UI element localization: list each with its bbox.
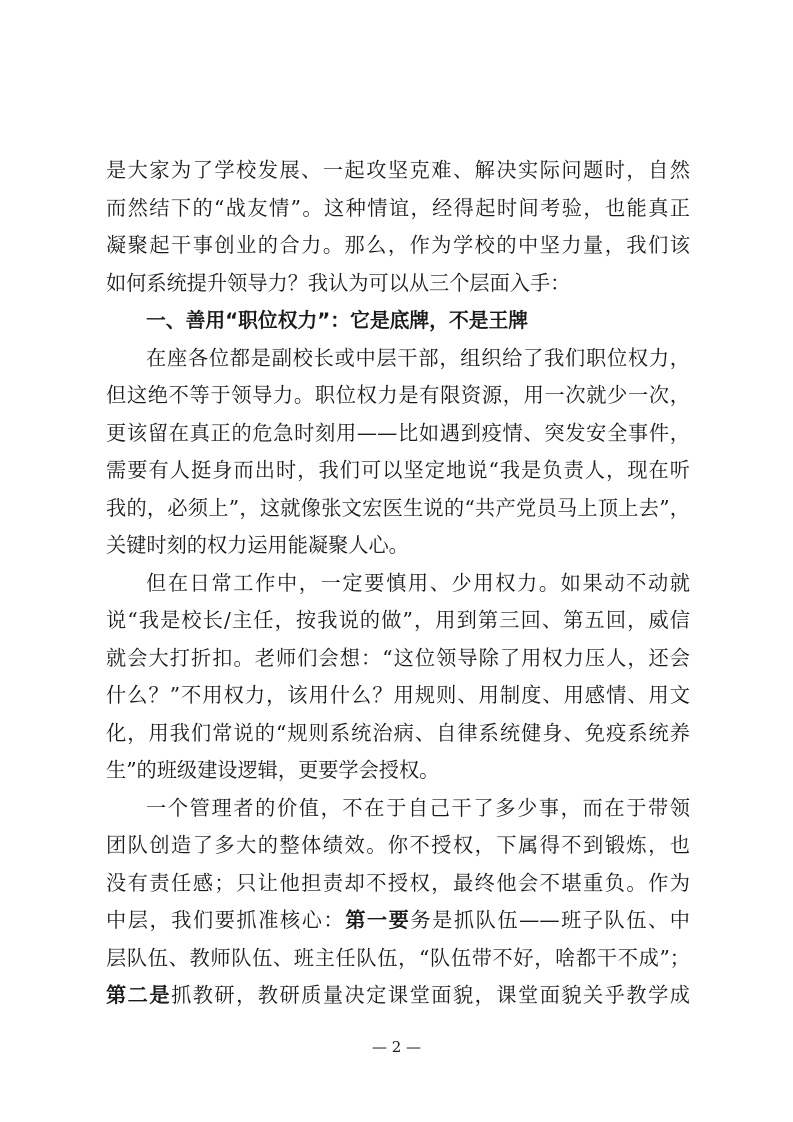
paragraph-line: 但这绝不等于领导力。职位权力是有限资源，用一次就少一次， [106, 383, 690, 407]
paragraph-line: 更该留在真正的危急时刻用——比如遇到疫情、突发安全事件， [106, 420, 690, 445]
paragraph-line [106, 977, 690, 1015]
paragraph-line: 在座各位都是副校长或中层干部，组织给了我们职位权力， [146, 345, 690, 370]
paragraph-line: 就会大打折扣。老师们会想：“这位领导除了用权力压人，还会 [106, 645, 690, 670]
paragraph-line: 是大家为了学校发展、一起攻坚克难、解决实际问题时，自然 [106, 158, 690, 182]
paragraph-line: 如何系统提升领导力？我认为可以从三个层面入手： [106, 270, 571, 295]
paragraph-line: 但在日常工作中，一定要慎用、少用权力。如果动不动就 [146, 570, 690, 595]
paragraph-line: 关键时刻的权力运用能凝聚人心。 [106, 533, 409, 557]
page-number: — 2 — [371, 1038, 422, 1056]
paragraph-line: 生”的班级建设逻辑，更要学会授权。 [106, 758, 440, 782]
emphasis-segment: 第二是 [106, 983, 172, 1007]
paragraph-line: 而然结下的“战友情”。这种情谊，经得起时间考验，也能真正 [106, 195, 690, 220]
body-text [106, 152, 690, 1015]
paragraph-line: 没有责任感；只让他担责却不授权，最终他会不堪重负。作为 [106, 870, 690, 895]
paragraph-line: 什么？”不用权力，该用什么？用规则、用制度、用感情、用文 [106, 683, 690, 707]
paragraph-line [106, 902, 690, 940]
paragraph-line: 凝聚起干事创业的合力。那么，作为学校的中坚力量，我们该 [106, 233, 690, 257]
paragraph-line: 层队伍、教师队伍、班主任队伍，“队伍带不好，啥都干不成”； [106, 945, 690, 970]
paragraph-line: 我的，必须上”，这就像张文宏医生说的“共产党员马上顶上去”， [106, 495, 690, 520]
paragraph-line: 需要有人挺身而出时，我们可以坚定地说“我是负责人，现在听 [106, 458, 690, 482]
paragraph-line: 化，用我们常说的“规则系统治病、自律系统健身、免疫系统养 [106, 720, 690, 745]
paragraph-segment: 抓教研，教研质量决定课堂面貌，课堂面貌关乎教学成 [171, 983, 690, 1007]
paragraph-line: 一个管理者的价值，不在于自己干了多少事，而在于带领 [146, 795, 690, 820]
paragraph-line: 说“我是校长/主任，按我说的做”，用到第三回、第五回，威信 [106, 608, 690, 632]
section-heading: 一、善用“职位权力”：它是底牌，不是王牌 [146, 309, 529, 332]
emphasis-segment: 第一要 [345, 908, 411, 932]
paragraph-line: 团队创造了多大的整体绩效。你不授权，下属得不到锻炼，也 [106, 833, 690, 857]
paragraph-segment: 务是抓队伍——班子队伍、中 [410, 908, 690, 932]
paragraph-segment: 中层，我们要抓准核心： [106, 908, 346, 932]
